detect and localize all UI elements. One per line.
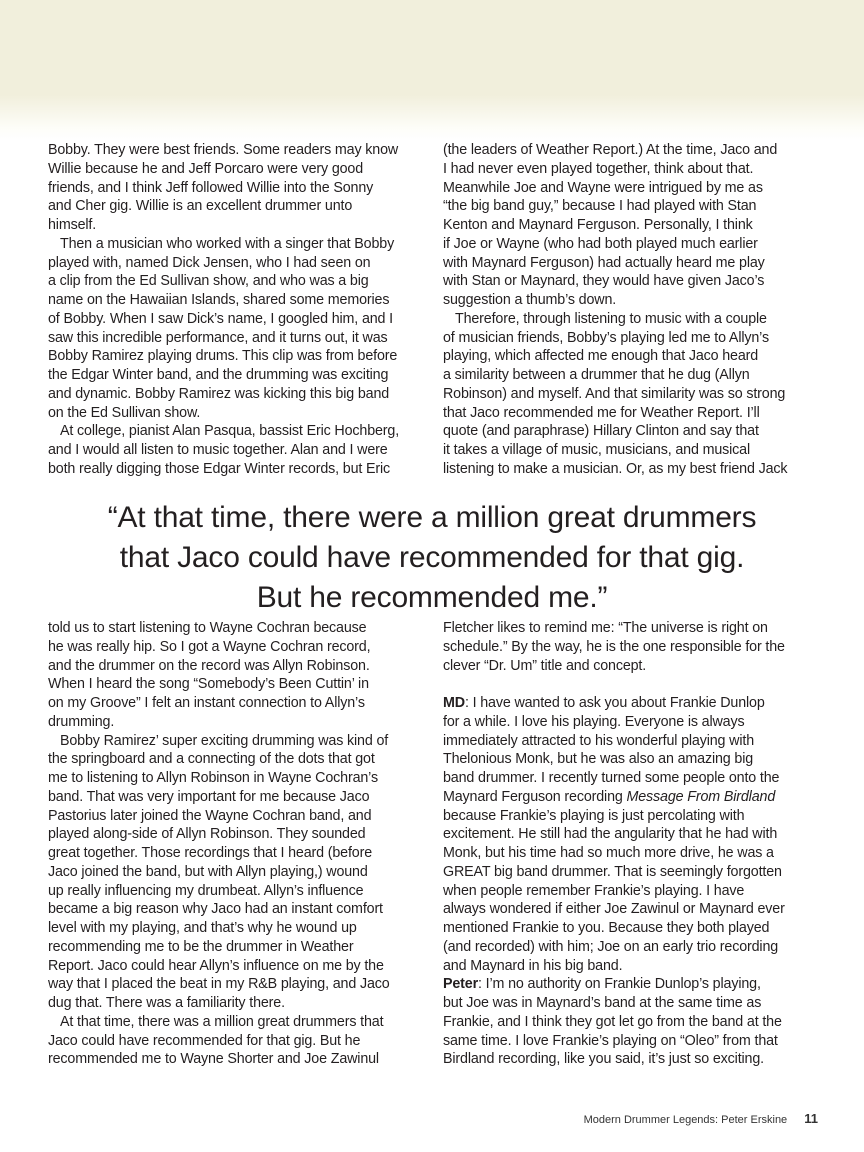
text-line: I had never even played together, think about that. <box>443 160 754 177</box>
text-line: it takes a village of music, musicians, and musical <box>443 442 751 458</box>
text-line: “the big band guy,” because I had played with Stan <box>443 198 757 215</box>
text-line: of musician friends, Bobby’s playing led me to Allyn’s <box>443 329 769 346</box>
text-line: clever “Dr. Um” title and concept. <box>443 657 647 674</box>
text-line: recommended me to Wayne Shorter and Joe Zawinul <box>48 1051 379 1068</box>
text-line: GREAT big band drummer. That is seemingly forgotten <box>443 863 782 880</box>
pull-quote <box>0 498 864 618</box>
text-line: level with my playing, and that’s why he wound up <box>48 920 357 936</box>
text-line: on the Ed Sullivan show. <box>48 404 201 421</box>
text-span: : I’m no authority on Frankie Dunlop’s playing, <box>478 976 761 993</box>
pull-quote-line: that Jaco could have recommended for that gig. <box>119 541 745 574</box>
text-line: the Edgar Winter band, and the drumming was exciting <box>48 367 389 383</box>
text-line: with Maynard Ferguson) had actually heard me play <box>443 254 765 271</box>
text-line: of Bobby. When I saw Dick’s name, I googled him, and I <box>48 310 394 327</box>
text-span: Bobby Ramirez’ super exciting drumming was kind of <box>60 732 389 749</box>
text-line: and dynamic. Bobby Ramirez was kicking this big band <box>48 385 390 402</box>
text-line: Monk, but his time had so much more drive, he was a <box>443 845 774 861</box>
text-span: Then a musician who worked with a singer that Bobby <box>60 235 395 252</box>
text-line: and I would all listen to music together. Alan and I were <box>48 442 388 458</box>
text-line: on my Groove” I felt an instant connection to Allyn’s <box>48 695 365 711</box>
text-line: Meanwhile Joe and Wayne were intrigued by me as <box>443 179 763 196</box>
text-span: : I have wanted to ask you about Frankie Dunlop <box>464 695 765 711</box>
running-title: Modern Drummer Legends: Peter Erskine <box>583 1114 788 1126</box>
text-line: Willie because he and Jeff Porcaro were very good <box>48 160 364 177</box>
text-line <box>48 732 438 751</box>
italic-title: Message From Birdland <box>626 788 776 805</box>
text-line: saw this incredible performance, and it turns out, it was <box>48 329 388 346</box>
text-line: because Frankie’s playing is just percolating with <box>443 807 745 824</box>
text-line: played along-side of Allyn Robinson. They sounded <box>48 826 366 843</box>
text-line <box>443 675 833 694</box>
text-line: mentioned Frankie to you. Because they both played <box>443 920 770 936</box>
text-line: Frankie, and I think they got let go from the band at the <box>443 1013 782 1030</box>
text-line: Jaco could have recommended for that gig. But he <box>48 1032 361 1049</box>
text-span: At that time, there was a million great drummers that <box>60 1013 384 1030</box>
text-line: immediately attracted to his wonderful playing with <box>443 732 755 749</box>
text-line: always wondered if either Joe Zawinul or Maynard ever <box>443 901 785 918</box>
text-line: Pastorius later joined the Wayne Cochran band, and <box>48 807 372 824</box>
text-line: band. That was very important for me because Jaco <box>48 788 370 805</box>
text-line: Bobby. They were best friends. Some readers may know <box>48 142 399 158</box>
text-line: when people remember Frankie’s playing. I have <box>443 882 745 899</box>
text-line: dug that. There was a familiarity there. <box>48 995 285 1011</box>
text-line <box>443 310 833 329</box>
text-line: a similarity between a drummer that he dug (Allyn <box>443 367 750 383</box>
text-line: drumming. <box>48 713 115 730</box>
text-line <box>48 422 438 441</box>
text-line: with Stan or Maynard, they would have given Jaco’s <box>443 273 765 290</box>
text-line: Birdland recording, like you said, it’s just so exciting. <box>443 1051 764 1068</box>
text-line: recommending me to be the drummer in Weather <box>48 938 354 955</box>
column-bottom-left <box>48 619 438 1069</box>
text-line: and the drummer on the record was Allyn Robinson. <box>48 657 370 674</box>
text-line: he was really hip. So I got a Wayne Cochran record, <box>48 638 371 655</box>
text-line: became a big reason why Jaco had an instant comfort <box>48 901 383 918</box>
pull-quote-line: “At that time, there were a million great drummers <box>107 501 757 534</box>
text-line: me to listening to Allyn Robinson in Wayne Cochran’s <box>48 770 378 786</box>
text-line: listening to make a musician. Or, as my best friend Jack <box>443 460 788 477</box>
speaker-label: MD <box>443 695 465 711</box>
text-line: Bobby Ramirez playing drums. This clip was from before <box>48 348 398 365</box>
text-line: When I heard the song “Somebody’s Been Cuttin’ in <box>48 676 369 693</box>
text-line: the springboard and a connecting of the dots that got <box>48 751 375 768</box>
text-line: band drummer. I recently turned some people onto the <box>443 770 780 786</box>
column-top-left <box>48 141 438 479</box>
text-line: and Cher gig. Willie is an excellent drummer unto <box>48 198 353 215</box>
text-line <box>443 694 833 713</box>
text-line: friends, and I think Jeff followed Willie into the Sonny <box>48 179 374 196</box>
text-line: told us to start listening to Wayne Cochran because <box>48 620 367 636</box>
text-line: playing, which affected me enough that Jaco heard <box>443 348 759 365</box>
text-line: Fletcher likes to remind me: “The universe is right on <box>443 620 768 636</box>
text-line: quote (and paraphrase) Hillary Clinton and say that <box>443 423 759 440</box>
text-line <box>443 975 833 994</box>
column-bottom-right <box>443 619 833 1069</box>
text-line: Report. Jaco could hear Allyn’s influence on me by the <box>48 957 384 974</box>
text-line: way that I placed the beat in my R&B playing, and Jaco <box>48 976 390 993</box>
text-line: that Jaco recommended me for Weather Report. I’ll <box>443 404 760 421</box>
text-span: Maynard Ferguson recording <box>443 788 627 805</box>
text-line: Kenton and Maynard Ferguson. Personally, I think <box>443 217 753 233</box>
text-line <box>48 235 438 254</box>
text-line: schedule.” By the way, he is the one responsible for the <box>443 638 785 655</box>
pull-quote-line: But he recommended me.” <box>256 581 608 614</box>
header-band <box>0 0 864 140</box>
text-line: and Maynard in his big band. <box>443 957 623 974</box>
text-line: both really digging those Edgar Winter records, but Eric <box>48 460 391 477</box>
text-line: himself. <box>48 217 97 233</box>
text-line: suggestion a thumb’s down. <box>443 292 617 308</box>
text-line: Jaco joined the band, but with Allyn playing,) wound <box>48 863 368 880</box>
text-line <box>443 788 833 807</box>
text-line: if Joe or Wayne (who had both played much earlier <box>443 235 758 252</box>
text-line: Thelonious Monk, but he was also an amazing big <box>443 751 754 768</box>
text-line: up really influencing my drumbeat. Allyn’s influence <box>48 882 364 899</box>
text-line: (the leaders of Weather Report.) At the time, Jaco and <box>443 142 778 158</box>
text-line: Robinson) and myself. And that similarity was so strong <box>443 385 786 402</box>
text-line: but Joe was in Maynard’s band at the same time as <box>443 995 762 1011</box>
text-line: played with, named Dick Jensen, who I had seen on <box>48 254 371 271</box>
text-span: Therefore, through listening to music with a couple <box>455 310 767 327</box>
speaker-label: Peter <box>443 976 479 993</box>
page-footer <box>584 1111 818 1126</box>
text-span: At college, pianist Alan Pasqua, bassist Eric Hochberg, <box>60 423 400 440</box>
text-line: great together. Those recordings that I heard (before <box>48 845 372 861</box>
column-top-right <box>443 141 833 479</box>
text-line: excitement. He still had the angularity that he had with <box>443 826 778 843</box>
text-line: for a while. I love his playing. Everyone is always <box>443 713 745 730</box>
text-line: same time. I love Frankie’s playing on “Oleo” from that <box>443 1032 778 1049</box>
text-line: a clip from the Ed Sullivan show, and who was a big <box>48 273 369 290</box>
text-line: name on the Hawaiian Islands, shared some memories <box>48 292 390 308</box>
text-line <box>48 1013 438 1032</box>
text-line: (and recorded) with him; Joe on an early trio recording <box>443 938 779 955</box>
page-number: 11 <box>804 1111 818 1126</box>
